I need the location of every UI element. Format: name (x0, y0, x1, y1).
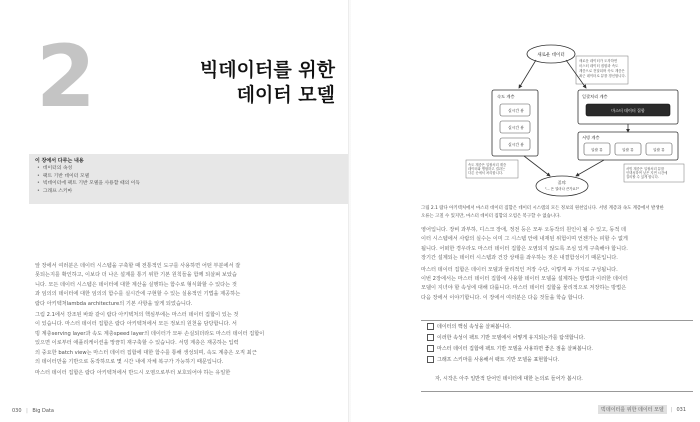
page-number: 030 (12, 408, 22, 414)
right-body-text (421, 226, 628, 303)
paragraph-line: 앞 장에서 여러분은 데이터 시스템을 구축할 때 전통적인 도구를 사용하면 어떤 부분에서 잘 (35, 263, 241, 269)
contents-item: • 팩트 기반 데이터 모델 (37, 173, 90, 179)
chapter-title-line-1: 빅데이터를 위한 (199, 59, 335, 81)
paragraph-line: 과 임의의 데이터에 대한 임의의 함수를 실시간에 구현할 수 있는 실용적인 기법을 제공하는 (35, 291, 241, 298)
checkbox-icon (427, 334, 434, 341)
svg-text:최근 데이터로 뷰를 갱신합니다.: 최근 데이터로 뷰를 갱신합니다. (579, 74, 626, 78)
paragraph-line: 모델이 지녀야 할 속성에 대해 다룹니다. 마스터 데이터 집합을 물리적으로 저장하는 방법은 (421, 285, 627, 292)
paragraph-line: 됩니다. 어떠한 경우라도 마스터 데이터 집합은 오염되지 않도록 조심 있게 구축해야 합니다. (421, 245, 628, 252)
paragraph-line: 있으면 이로부터 애플리케이션을 망끔히 재구축할 수 있습니다. 서빙 계층은 재공하는 입력 (35, 340, 239, 347)
contents-item: • 그래프 스키마 (37, 188, 73, 194)
left-body-text (35, 262, 264, 379)
paragraph-line: 그림 2.1에서 강조된 바와 같이 람다 아키텍처의 핵심부에는 마스터 데이터 집합이 있는 것 (35, 312, 239, 319)
paragraph-line: 마스터 데이터 집합은 데이터 모델과 물리적인 저장 수단, 이렇게 두 가지로 구성됩니다. (421, 266, 618, 273)
closing-line: 자, 시작은 아주 일반적 단어인 데이터에 대한 논의로 들어가 봅시다. (435, 376, 583, 382)
svg-text:"... 은 얼마나 큰가요?": "... 은 얼마나 큰가요?" (544, 187, 580, 191)
running-chapter-title: 빅데이터를 위한 데이터 모델 (598, 405, 667, 414)
master-dataset-label: 마스터 데이터 집합 (611, 108, 645, 113)
speed-layer-label: 속도 계층 (497, 94, 515, 99)
svg-text:다른 곳에서 처리합니다.: 다른 곳에서 처리합니다. (468, 171, 503, 175)
checkbox-icon (427, 345, 434, 352)
query-node (536, 176, 588, 196)
checklist-item: 마스터 데이터 집합에 팩트 기반 모델을 사용하면 좋은 점을 살펴봅니다. (421, 343, 693, 354)
svg-text:일괄 뷰: 일괄 뷰 (622, 148, 634, 152)
right-footer: 빅데이터를 위한 데이터 모델 | 031 (598, 405, 686, 414)
svg-text:질의할 수 있게 합니다.: 질의할 수 있게 합니다. (626, 175, 659, 179)
checklist-item: 이러한 속성이 팩트 기반 모델에서 어떻게 유지되는가를 탐색합니다. (421, 332, 693, 343)
left-page (0, 0, 349, 422)
chapter-title (200, 58, 335, 107)
left-footer: 030 | Big Data (12, 408, 54, 414)
svg-text:새로운 데이터가 도착하면: 새로운 데이터가 도착하면 (579, 59, 618, 63)
contents-item: • 데이터의 속성 (37, 166, 73, 171)
serving-layer-label: 서빙 계층 (582, 135, 600, 140)
svg-text:계층으로 전달되며 속도 계층은: 계층으로 전달되며 속도 계층은 (579, 69, 625, 73)
paragraph-line: 영어입니다. 장비 과부하, 디스크 장애, 정전 등은 모두 오동작의 원인이 될 수 있고, 동적 데 (421, 227, 627, 233)
contents-item: • 빅데이터에 팩트 기반 모델을 사용할 때의 이득 (37, 181, 141, 187)
chapter-number: 2 (36, 27, 92, 127)
paragraph-line: 못되는지를 확인하고, 이보다 더 나은 설계를 통기 위한 기본 원칙들을 함께 되살펴 보았습 (35, 272, 237, 279)
paragraph-line: 의 중요한 batch view는 마스터 데이터 집합에 대한 함수를 통해 생성되며, 속도 계층은 오직 최근 (35, 349, 257, 356)
paragraph-line: 의 데이터만을 기반으로 동작하므로 몇 시간 내에 자체 복구가 가능하기 때문입니다. (35, 359, 224, 366)
page-number: 031 (676, 406, 686, 413)
paragraph-line: 이 있습니다. 마스터 데이터 집합은 람다 아키텍처에서 모든 정보의 원천을 담당합니다. 서 (35, 321, 237, 328)
paragraph-line: 니다. 모든 데이터 시스템은 데이터에 대한 계산을 실행하는 함수로 형식화할 수 있다는 것 (35, 281, 237, 288)
svg-text:서빙 계층은 일괄처리 뷰를: 서빙 계층은 일괄처리 뷰를 (626, 167, 665, 171)
svg-text:인덱싱하여 낮은 지연 시간에: 인덱싱하여 낮은 지연 시간에 (626, 171, 668, 175)
checklist-item: 데이터의 핵심 속성을 살펴봅니다. (421, 321, 693, 332)
lambda-architecture-diagram (464, 8, 694, 198)
svg-text:데이터와 병합하고 결과는: 데이터와 병합하고 결과는 (468, 167, 506, 171)
paragraph-line: 이번 2장에서는 마스터 데이터 집합에 사용할 데이터 모델을 설계하는 방법과 이러한 데이터 (421, 276, 628, 283)
svg-text:실시간 뷰: 실시간 뷰 (508, 125, 524, 130)
paragraph-line: 장기간 설계되는 데이터 시스템과 건강 상태를 좌우하는 것은 내결함성이기 때문입니다. (421, 255, 618, 262)
svg-text:일괄 뷰: 일괄 뷰 (653, 148, 665, 152)
checkbox-icon (427, 323, 434, 330)
paragraph-line: 람다 아키텍처lambda architecture의 기본 사항을 알게 되었습니다. (35, 300, 193, 307)
svg-text:질의:: 질의: (557, 180, 567, 185)
paragraph-line: 다음 장에서 이야기합니다. 이 장에서 여러분은 다음 것들을 학습 합니다. (421, 294, 585, 301)
paragraph-line: 마스터 데이터 집합은 람다 아키텍처에서 반드시 오염으로부터 보호되어야 하는 유일한 (35, 370, 231, 377)
figure-caption: 그림 2.1 람다 아키텍처에서 마스터 데이터 집합은 데이터 시스템의 모든 정보의 원천입니다. 서빙 계층과 속도 계층에서 발생한 오류는 고칠 수 있지만, 마스터 데이터 집합의 오염은 복구할 수 없습니다. (421, 206, 664, 219)
svg-text:일괄 뷰: 일괄 뷰 (591, 148, 603, 152)
svg-text:실시간 뷰: 실시간 뷰 (508, 108, 524, 113)
book-title: Big Data (32, 408, 54, 414)
checklist-item: 그래프 스키마를 사용해서 팩트 기반 모델을 표현합니다. (421, 354, 693, 365)
right-page (351, 0, 700, 422)
checkbox-icon (427, 356, 434, 363)
new-data-label: 새로운 데이터 (537, 53, 565, 58)
svg-text:속도 계층은 일괄처리 계층: 속도 계층은 일괄처리 계층 (468, 163, 507, 167)
svg-text:마스터 데이터 집합과 속도: 마스터 데이터 집합과 속도 (579, 64, 619, 68)
checklist-box (421, 320, 693, 392)
chapter-title-line-2: 데이터 모델 (236, 83, 335, 106)
contents-heading: 이 장에서 다루는 내용 (35, 158, 84, 164)
contents-box (29, 154, 349, 204)
svg-text:실시간 뷰: 실시간 뷰 (508, 142, 524, 147)
paragraph-line: 빙 계층serving layer과 속도 계층speed layer의 데이터가 모두 손실되더라도 마스터 데이터 집합이 (35, 330, 265, 337)
paragraph-line: 이터 시스템에서 사람의 실수는 이미 그 시스템 안에 내재된 위험이며 언젠가는 피할 수 없게 (421, 236, 628, 243)
batch-layer-label: 일괄처리 계층 (582, 94, 608, 99)
